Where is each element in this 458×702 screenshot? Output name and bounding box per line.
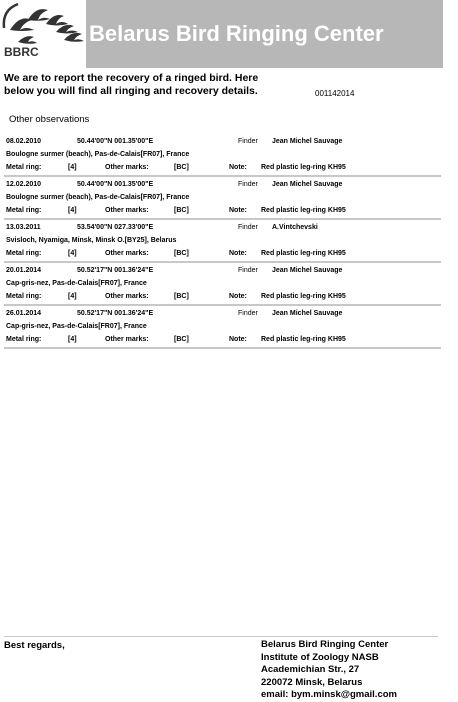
other-marks-value: [BC] (174, 164, 189, 171)
observation-ring-line (4, 205, 441, 218)
finder-label: Finder (238, 181, 258, 188)
other-marks-value: [BC] (174, 250, 189, 257)
section-title: Other observations (9, 114, 90, 125)
address-email: email: bym.minsk@gmail.com (261, 689, 397, 700)
regards-text: Best regards, (4, 640, 65, 651)
logo-text: BBRC (4, 45, 39, 59)
metal-ring-value: [4] (68, 293, 77, 300)
intro-line-2: below you will find all ringing and recovery details. (4, 85, 258, 97)
page-title: Belarus Bird Ringing Center (89, 21, 384, 46)
observation-place-line (4, 321, 441, 334)
address-institute: Institute of Zoology NASB (261, 651, 379, 663)
address-street: Academichian Str., 27 (261, 664, 360, 675)
observation-place-line (4, 149, 441, 162)
observation-place-line (4, 278, 441, 291)
note-label: Note: (229, 293, 247, 300)
observation-header-line (4, 308, 441, 321)
observation-ring-line (4, 291, 441, 304)
observation-place-line (4, 192, 441, 205)
report-id: 001142014 (315, 89, 355, 98)
finder-name: Jean Michel Sauvage (272, 181, 343, 188)
observation-place: Svisloch, Nyamiga, Minsk, Minsk O.[BY25], Belarus (6, 237, 177, 244)
observation-date: 12.02.2010 (6, 181, 42, 188)
observation-ring-line (4, 162, 441, 175)
note-value: Red plastic leg-ring KH95 (261, 164, 346, 171)
intro-line-1: We are to report the recovery of a ringed bird. Here (4, 72, 259, 84)
metal-ring-label: Metal ring: (6, 336, 42, 343)
note-value: Red plastic leg-ring KH95 (261, 207, 346, 214)
observation-coords: 50.44'00"N 001.35'00"E (77, 181, 154, 188)
note-label: Note: (229, 336, 247, 343)
note-value: Red plastic leg-ring KH95 (261, 336, 346, 343)
observation-record (4, 179, 441, 220)
footer-divider (4, 636, 438, 637)
note-value: Red plastic leg-ring KH95 (261, 250, 346, 257)
observation-place: Boulogne surmer (beach), Pas-de-Calais[FR07], France (6, 151, 190, 158)
metal-ring-label: Metal ring: (6, 293, 42, 300)
address-block (261, 639, 397, 702)
metal-ring-label: Metal ring: (6, 207, 42, 214)
observation-record (4, 136, 441, 177)
other-marks-value: [BC] (174, 293, 189, 300)
note-label: Note: (229, 164, 247, 171)
observation-place: Cap-gris-nez, Pas-de-Calais[FR07], France (6, 280, 147, 287)
observation-record (4, 308, 441, 349)
metal-ring-label: Metal ring: (6, 164, 42, 171)
observation-place-line (4, 235, 441, 248)
header-banner (86, 0, 443, 68)
finder-label: Finder (238, 224, 258, 231)
observation-place: Boulogne surmer (beach), Pas-de-Calais[FR07], France (6, 194, 190, 201)
observation-record (4, 222, 441, 263)
address-city: 220072 Minsk, Belarus (261, 676, 363, 688)
finder-label: Finder (238, 267, 258, 274)
observation-record (4, 265, 441, 306)
other-marks-label: Other marks: (105, 207, 149, 214)
observation-date: 26.01.2014 (6, 310, 42, 317)
other-marks-value: [BC] (174, 207, 189, 214)
observation-coords: 53.54'00"N 027.33'00"E (77, 224, 154, 231)
finder-name: Jean Michel Sauvage (272, 138, 343, 145)
observation-ring-line (4, 334, 441, 347)
metal-ring-value: [4] (68, 336, 77, 343)
observation-header-line (4, 179, 441, 192)
intro-text (4, 72, 274, 98)
observation-coords: 50.52'17"N 001.36'24"E (77, 310, 154, 317)
observation-date: 08.02.2010 (6, 138, 42, 145)
note-label: Note: (229, 250, 247, 257)
observation-coords: 50.52'17"N 001.36'24"E (77, 267, 154, 274)
observation-header-line (4, 136, 441, 149)
other-marks-label: Other marks: (105, 293, 149, 300)
finder-name: A.Vintchevski (272, 224, 318, 231)
other-marks-value: [BC] (174, 336, 189, 343)
observation-header-line (4, 222, 441, 235)
observation-date: 13.03.2011 (6, 224, 41, 231)
observation-ring-line (4, 248, 441, 261)
note-value: Red plastic leg-ring KH95 (261, 293, 346, 300)
metal-ring-value: [4] (68, 250, 77, 257)
bbrc-logo (0, 0, 86, 68)
metal-ring-label: Metal ring: (6, 250, 42, 257)
observation-place: Cap-gris-nez, Pas-de-Calais[FR07], France (6, 323, 147, 330)
metal-ring-value: [4] (68, 207, 77, 214)
finder-label: Finder (238, 138, 258, 145)
address-org: Belarus Bird Ringing Center (261, 639, 389, 650)
observation-date: 20.01.2014 (6, 267, 42, 274)
note-label: Note: (229, 207, 247, 214)
page-header (0, 0, 443, 68)
observation-coords: 50.44'00"N 001.35'00"E (77, 138, 154, 145)
other-marks-label: Other marks: (105, 336, 149, 343)
bird-flock-icon (0, 0, 86, 50)
finder-label: Finder (238, 310, 258, 317)
observation-header-line (4, 265, 441, 278)
finder-name: Jean Michel Sauvage (272, 310, 343, 317)
metal-ring-value: [4] (68, 164, 77, 171)
other-marks-label: Other marks: (105, 250, 149, 257)
finder-name: Jean Michel Sauvage (272, 267, 343, 274)
other-marks-label: Other marks: (105, 164, 149, 171)
